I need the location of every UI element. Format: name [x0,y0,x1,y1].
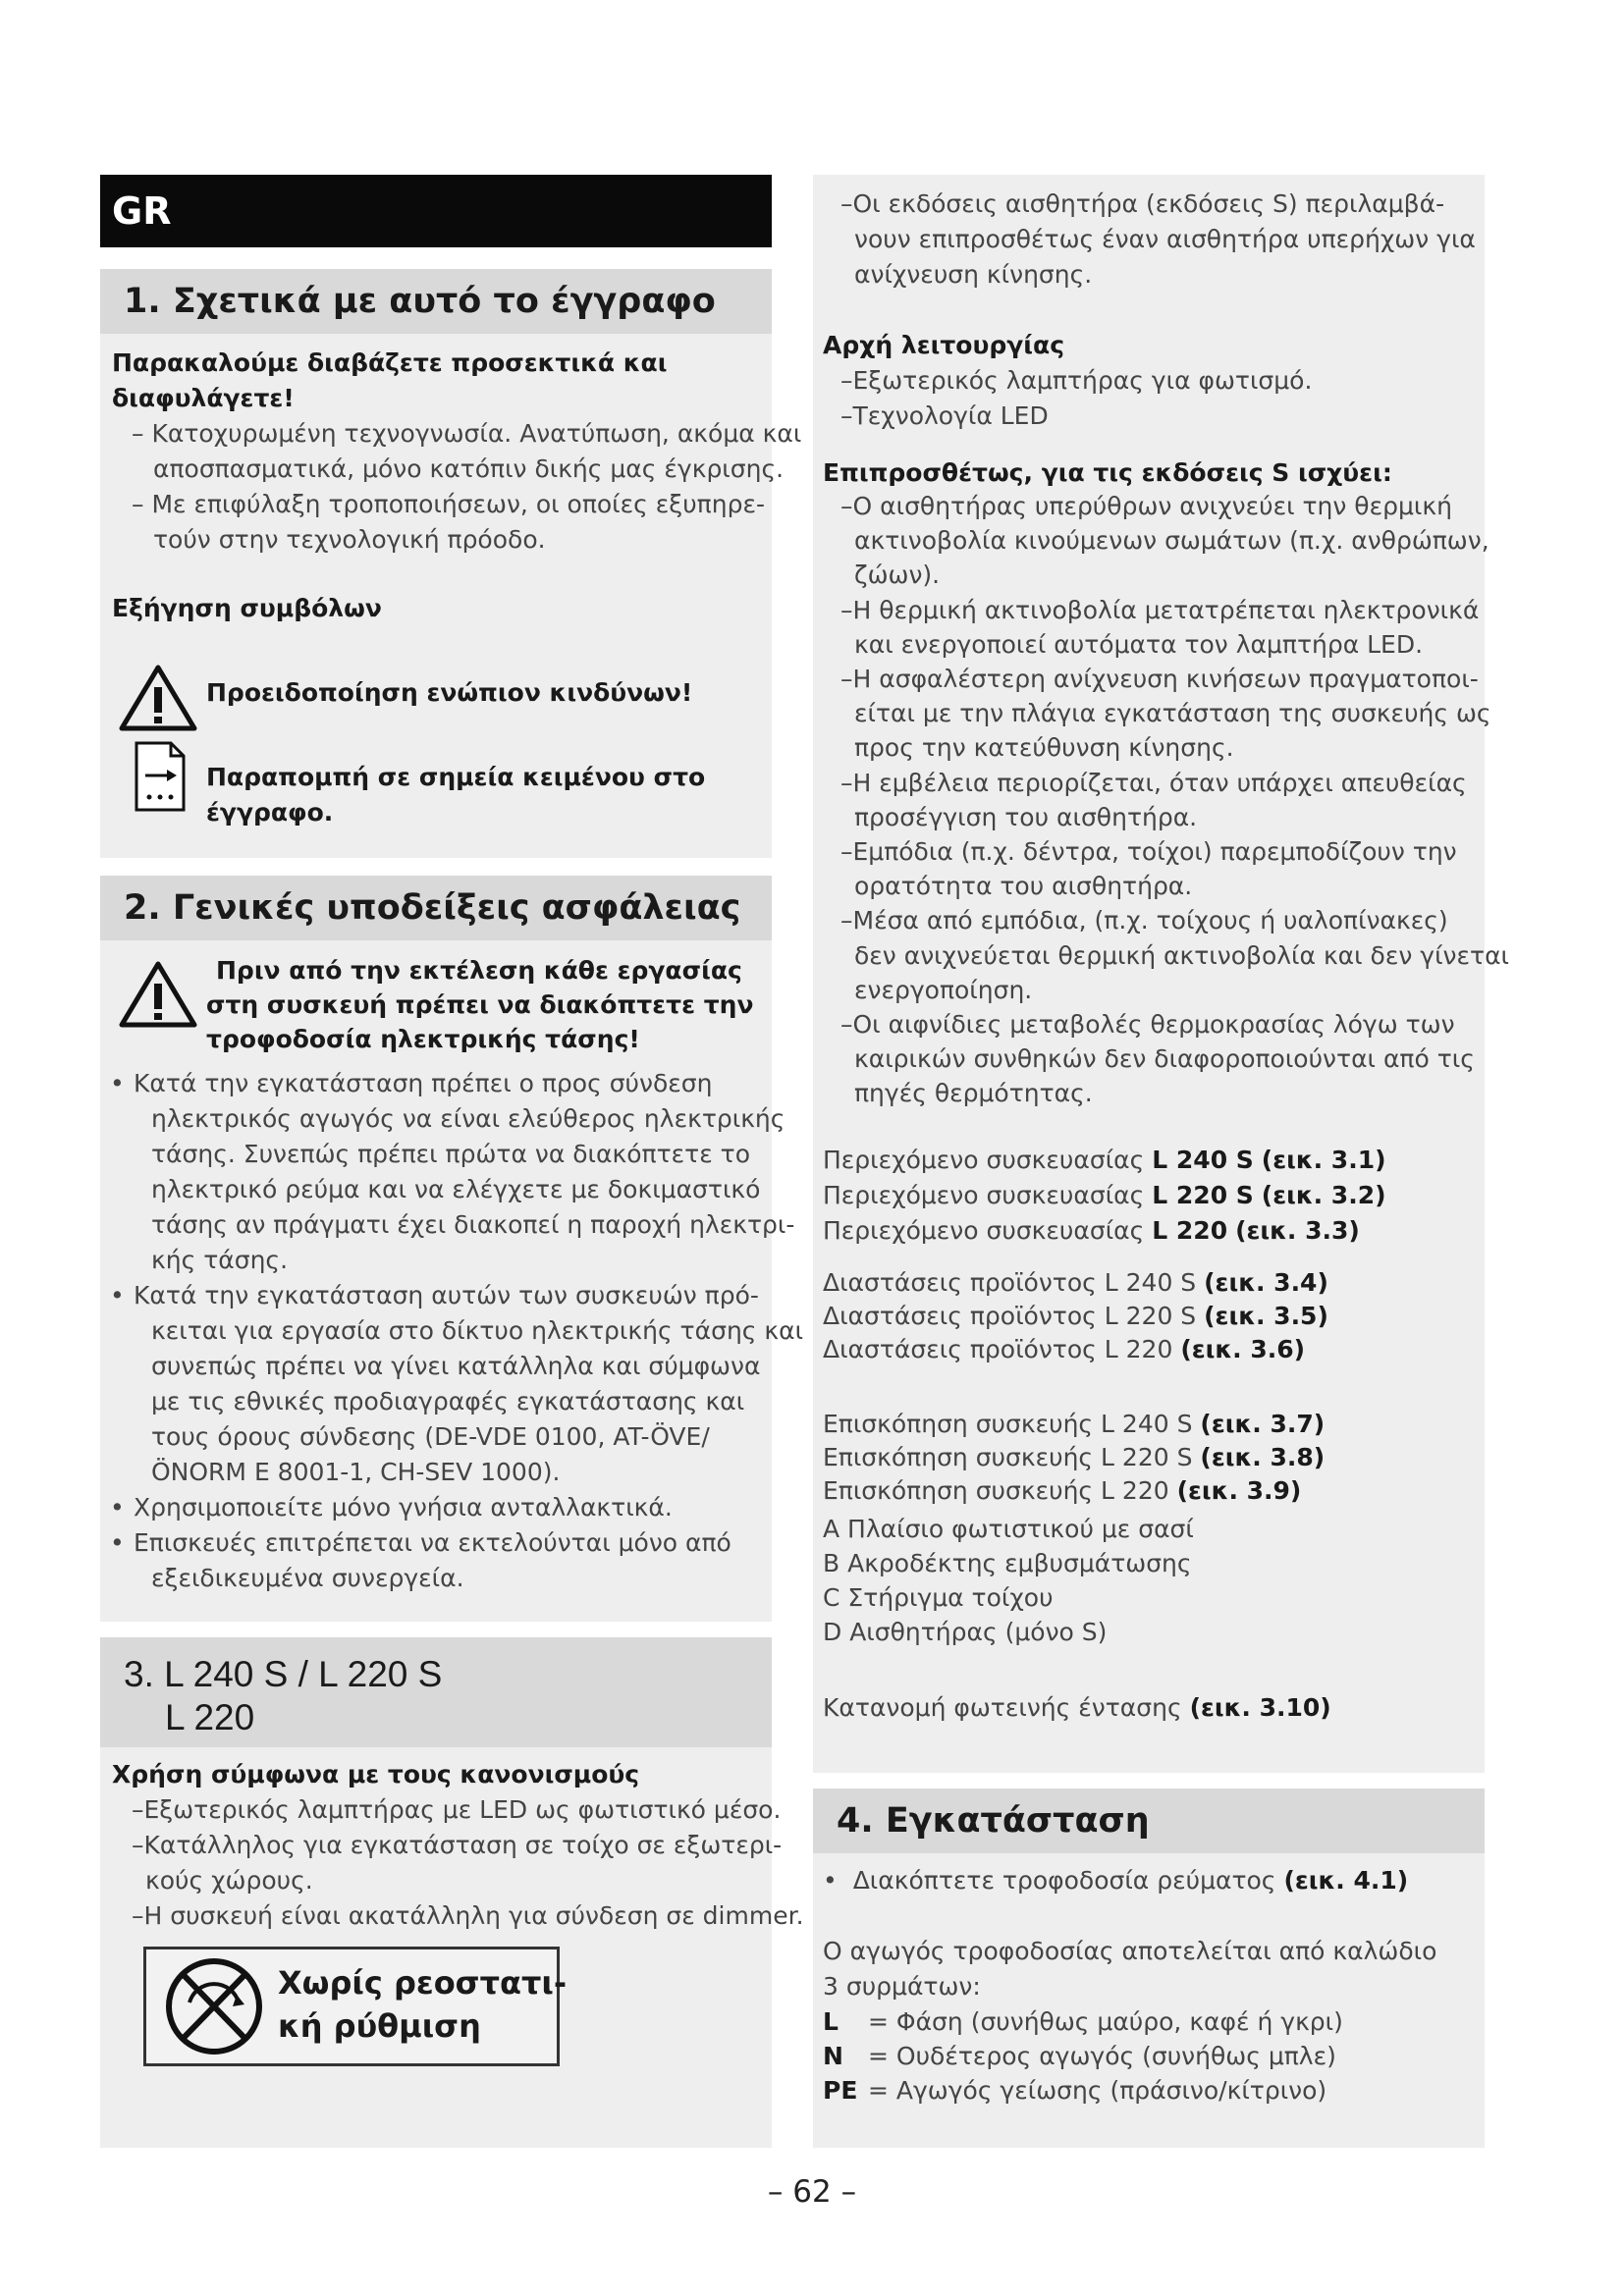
fig-ref: (εικ. 3.2) [1261,1181,1386,1209]
s-item-line: πηγές θερμότητας. [854,1079,1093,1108]
s1-intro-line: διαφυλάγετε! [112,384,295,412]
s-item-line: ζώων). [854,561,941,590]
reference-text-line: Παραπομπή σε σημεία κειμένου στο [206,763,706,791]
dimension-row [823,1333,1328,1366]
s2-bullet-4 [110,1525,731,1596]
fig-ref: (εικ. 3.1) [1261,1146,1386,1174]
dimension-label: Διαστάσεις προϊόντος L 220 [823,1335,1173,1363]
s1-item-line: – Με επιφύλαξη τροποποιήσεων, οι οποίες εξυπηρε- [132,490,765,518]
s2-b2-line: με τις εθνικές προδιαγραφές εγκατάστασης και [151,1387,745,1415]
s2-b1-line: ηλεκτρικός αγωγός να είναι ελεύθερος ηλεκτρικής [151,1104,785,1133]
no-dimmer-icon [160,1953,268,2059]
part-item: A Πλαίσιο φωτιστικού με σασί [823,1515,1194,1543]
s-item-line: –Η εμβέλεια περιορίζεται, όταν υπάρχει απευθείας [840,768,1467,797]
s2-warning-line: τροφοδοσία ηλεκτρικής τάσης! [206,1025,640,1053]
fig-ref: (εικ. 3.8) [1200,1443,1326,1471]
s3-title-line-1: 3. L 240 S / L 220 S [124,1654,443,1694]
s-item-line: δεν ανιχνεύεται θερμική ακτινοβολία και δεν γίνεται [854,940,1510,970]
light-label: Κατανομή φωτεινής έντασης [823,1693,1182,1722]
section-4-title: 4. Εγκατάσταση [813,1789,1485,1853]
s4-bullet-label: Διακόπτετε τροφοδοσία ρεύματος [852,1866,1276,1895]
sensor-intro [840,187,1476,293]
bullet-dot: • [823,1866,838,1895]
s-item-line: προς την κατεύθυνση κίνησης. [854,733,1234,763]
sensor-intro-line: –Οι εκδόσεις αισθητήρα (εκδόσεις S) περιλαμβά- [840,189,1445,218]
s2-warning-line: στη συσκευή πρέπει να διακόπτετε την [206,990,754,1019]
s-item-line: –Εμπόδια (π.χ. δέντρα, τοίχοι) παρεμποδίζουν την [840,837,1457,867]
s1-item-line: τούν στην τεχνολογική πρόοδο. [153,525,546,554]
s2-warning-icon [118,960,198,1029]
fig-ref: (εικ. 3.3) [1235,1216,1360,1245]
bullet-dot: • [110,1528,125,1557]
overview-row [823,1408,1325,1441]
reference-text-line: έγγραφο. [206,798,334,827]
section-2-title: 2. Γενικές υποδείξεις ασφάλειας [100,876,772,940]
fig-ref: (εικ. 3.7) [1200,1410,1326,1438]
s2-b2-line: συνεπώς πρέπει να γίνει κατάλληλα και σύμφωνα [151,1352,761,1380]
fig-ref: (εικ. 3.9) [1176,1476,1302,1505]
fig-ref: (εικ. 3.6) [1180,1335,1306,1363]
fig-ref: (εικ. 3.5) [1204,1302,1328,1330]
s3-title-line-2: L 220 [165,1697,255,1737]
cable-description [823,1934,1436,2004]
s1-items [132,416,801,558]
warning-text: Προειδοποίηση ενώπιον κινδύνων! [206,678,693,707]
no-dimmer-line: κή ρύθμιση [278,2007,481,2045]
usage-line: –Κατάλληλος για εγκατάσταση σε τοίχο σε εξωτερι- [132,1831,783,1859]
usage-list [132,1792,804,1934]
s2-b1-line: Κατά την εγκατάσταση πρέπει ο προς σύνδεση [134,1069,713,1097]
s2-b1-line: ηλεκτρικό ρεύμα και να ελέγχετε με δοκιμαστικό [151,1175,761,1203]
reference-icon [134,740,187,813]
overview-label: Επισκόπηση συσκευής L 240 S [823,1410,1193,1438]
package-row [823,1178,1386,1213]
package-label: Περιεχόμενο συσκευασίας [823,1216,1145,1245]
dimension-label: Διαστάσεις προϊόντος L 240 S [823,1268,1197,1297]
wire-desc: = Αγωγός γείωσης (πράσινο/κίτρινο) [868,2076,1327,2105]
package-model: L 240 S [1152,1146,1254,1174]
wire-code: N [823,2042,843,2070]
s-item-line: –Η θερμική ακτινοβολία μετατρέπεται ηλεκτρονικά [840,595,1480,624]
no-dimmer-text [278,1961,567,2048]
wire-desc: = Ουδέτερος αγωγός (συνήθως μπλε) [868,2042,1336,2070]
part-item: C Στήριγμα τοίχου [823,1583,1054,1612]
wire-desc: = Φάση (συνήθως μαύρο, καφέ ή γκρι) [868,2007,1343,2036]
parts-list [823,1512,1194,1649]
s1-intro [112,346,667,416]
usage-line: –Εξωτερικός λαμπτήρας με LED ως φωτιστικό μέσο. [132,1795,782,1824]
warning-icon [118,664,198,732]
fig-ref: (εικ. 4.1) [1283,1866,1409,1895]
wire-row [823,2073,1343,2108]
overview-list [823,1408,1325,1508]
overview-label: Επισκόπηση συσκευής L 220 S [823,1443,1193,1471]
overview-row [823,1474,1325,1508]
s4-bullet [823,1863,1408,1898]
s2-bullet-2 [110,1278,803,1490]
s-item-line: –Η ασφαλέστερη ανίχνευση κινήσεων πραγματοποι- [840,665,1479,694]
language-label: GR [100,175,772,247]
s-item-line: –Ο αισθητήρας υπερύθρων ανιχνεύει την θερμική [840,492,1452,520]
cable-line: 3 συρμάτων: [823,1972,981,2001]
s2-warning-line: Πριν από την εκτέλεση κάθε εργασίας [216,956,742,985]
s-item-line: –Μέσα από εμπόδια, (π.χ. τοίχους ή υαλοπίνακες) [840,906,1448,935]
package-row [823,1143,1386,1178]
principle-list [840,363,1312,434]
wire-list [823,2004,1343,2108]
usage-line: κούς χώρους. [145,1866,313,1895]
s2-b1-line: τάσης. Συνεπώς πρέπει πρώτα να διακόπτετε το [151,1140,750,1168]
dimension-row [823,1300,1328,1333]
package-row [823,1213,1386,1249]
package-list [823,1143,1386,1249]
package-model: L 220 [1152,1216,1228,1245]
wire-code: L [823,2007,839,2036]
section-1-title: 1. Σχετικά με αυτό το έγγραφο [100,269,772,334]
fig-ref: (εικ. 3.4) [1204,1268,1328,1297]
s-item-line: και ενεργοποιεί αυτόματα τον λαμπτήρα LED. [854,629,1424,659]
usage-line: –Η συσκευή είναι ακατάλληλη για σύνδεση σε dimmer. [132,1901,804,1930]
s1-item-line: αποσπασματικά, μόνο κατόπιν δικής μας έγκρισης. [153,454,785,483]
s2-warning-text [206,953,753,1056]
section-3-title [100,1637,772,1747]
s-versions-heading: Επιπροσθέτως, για τις εκδόσεις S ισχύει: [823,458,1392,487]
s-item-line: καιρικών συνθηκών δεν διαφοροποιούνται από τις [854,1044,1475,1074]
fig-ref: (εικ. 3.10) [1189,1693,1331,1722]
s2-bullet-1 [110,1066,794,1278]
light-distribution [823,1690,1331,1726]
part-item: D Αισθητήρας (μόνο S) [823,1618,1108,1646]
s2-b4-line: Επισκευές επιτρέπεται να εκτελούνται μόνο από [134,1528,731,1557]
sensor-intro-line: ανίχνευση κίνησης. [854,260,1093,289]
s1-item-line: – Κατοχυρωμένη τεχνογνωσία. Ανατύπωση, ακόμα και [132,419,802,448]
dimension-row [823,1266,1328,1300]
bullet-dot: • [110,1281,125,1309]
wire-code: PE [823,2076,858,2105]
bullet-dot: • [110,1069,125,1097]
s2-b2-line: Κατά την εγκατάσταση αυτών των συσκευών πρό- [134,1281,759,1309]
bullet-dot: • [110,1493,125,1522]
principle-line: –Εξωτερικός λαμπτήρας για φωτισμό. [840,366,1313,395]
overview-row [823,1441,1325,1474]
principle-heading: Αρχή λειτουργίας [823,331,1065,359]
package-label: Περιεχόμενο συσκευασίας [823,1181,1145,1209]
s-item-line: ορατότητα του αισθητήρα. [854,872,1193,901]
page-number: – 62 – [767,2174,857,2210]
s2-b4-line: εξειδικευμένα συνεργεία. [151,1564,464,1592]
s2-b2-line: κειται για εργασία στο δίκτυο ηλεκτρικής τάσης και [151,1316,804,1345]
overview-label: Επισκόπηση συσκευής L 220 [823,1476,1169,1505]
s2-b2-line: τους όρους σύνδεσης (DE-VDE 0100, AT-ÖVE/ [151,1422,710,1451]
s-item-line: ενεργοποίηση. [854,975,1033,1004]
s2-b2-line: ÖNORM E 8001-1, CH-SEV 1000). [151,1458,561,1486]
s-item-line: –Οι αιφνίδιες μεταβολές θερμοκρασίας λόγω των [840,1010,1455,1040]
wire-row [823,2004,1343,2039]
s-item-line: είται με την πλάγια εγκατάσταση της συσκευής ως [854,699,1491,728]
wire-row [823,2039,1343,2073]
package-label: Περιεχόμενο συσκευασίας [823,1146,1145,1174]
dimensions-list [823,1266,1328,1366]
dimension-label: Διαστάσεις προϊόντος L 220 S [823,1302,1197,1330]
s2-b1-line: κής τάσης. [151,1246,289,1274]
reference-text [206,760,705,830]
part-item: B Ακροδέκτης εμβυσμάτωσης [823,1549,1192,1577]
cable-line: Ο αγωγός τροφοδοσίας αποτελείται από καλώδιο [823,1937,1437,1965]
package-model: L 220 S [1152,1181,1254,1209]
no-dimmer-notice [143,1947,568,2066]
sensor-intro-line: νουν επιπροσθέτως έναν αισθητήρα υπερήχων για [854,225,1476,253]
s-versions-list [840,489,1509,1111]
s-item-line: ακτινοβολία κινούμενων σωμάτων (π.χ. ανθρώπων, [854,526,1489,556]
s2-b1-line: τάσης αν πράγματι έχει διακοπεί η παροχή ηλεκτρι- [151,1210,795,1239]
s-item-line: προσέγγιση του αισθητήρα. [854,802,1198,831]
usage-heading: Χρήση σύμφωνα με τους κανονισμούς [112,1760,640,1789]
s2-bullet-3 [110,1490,673,1525]
no-dimmer-line: Χωρίς ρεοστατι- [278,1964,568,2002]
s1-intro-line: Παρακαλούμε διαβάζετε προσεκτικά και [112,348,668,377]
principle-line: –Τεχνολογία LED [840,401,1049,430]
s2-b3-text: Χρησιμοποιείτε μόνο γνήσια ανταλλακτικά. [134,1493,673,1522]
symbols-heading: Εξήγηση συμβόλων [112,594,382,622]
